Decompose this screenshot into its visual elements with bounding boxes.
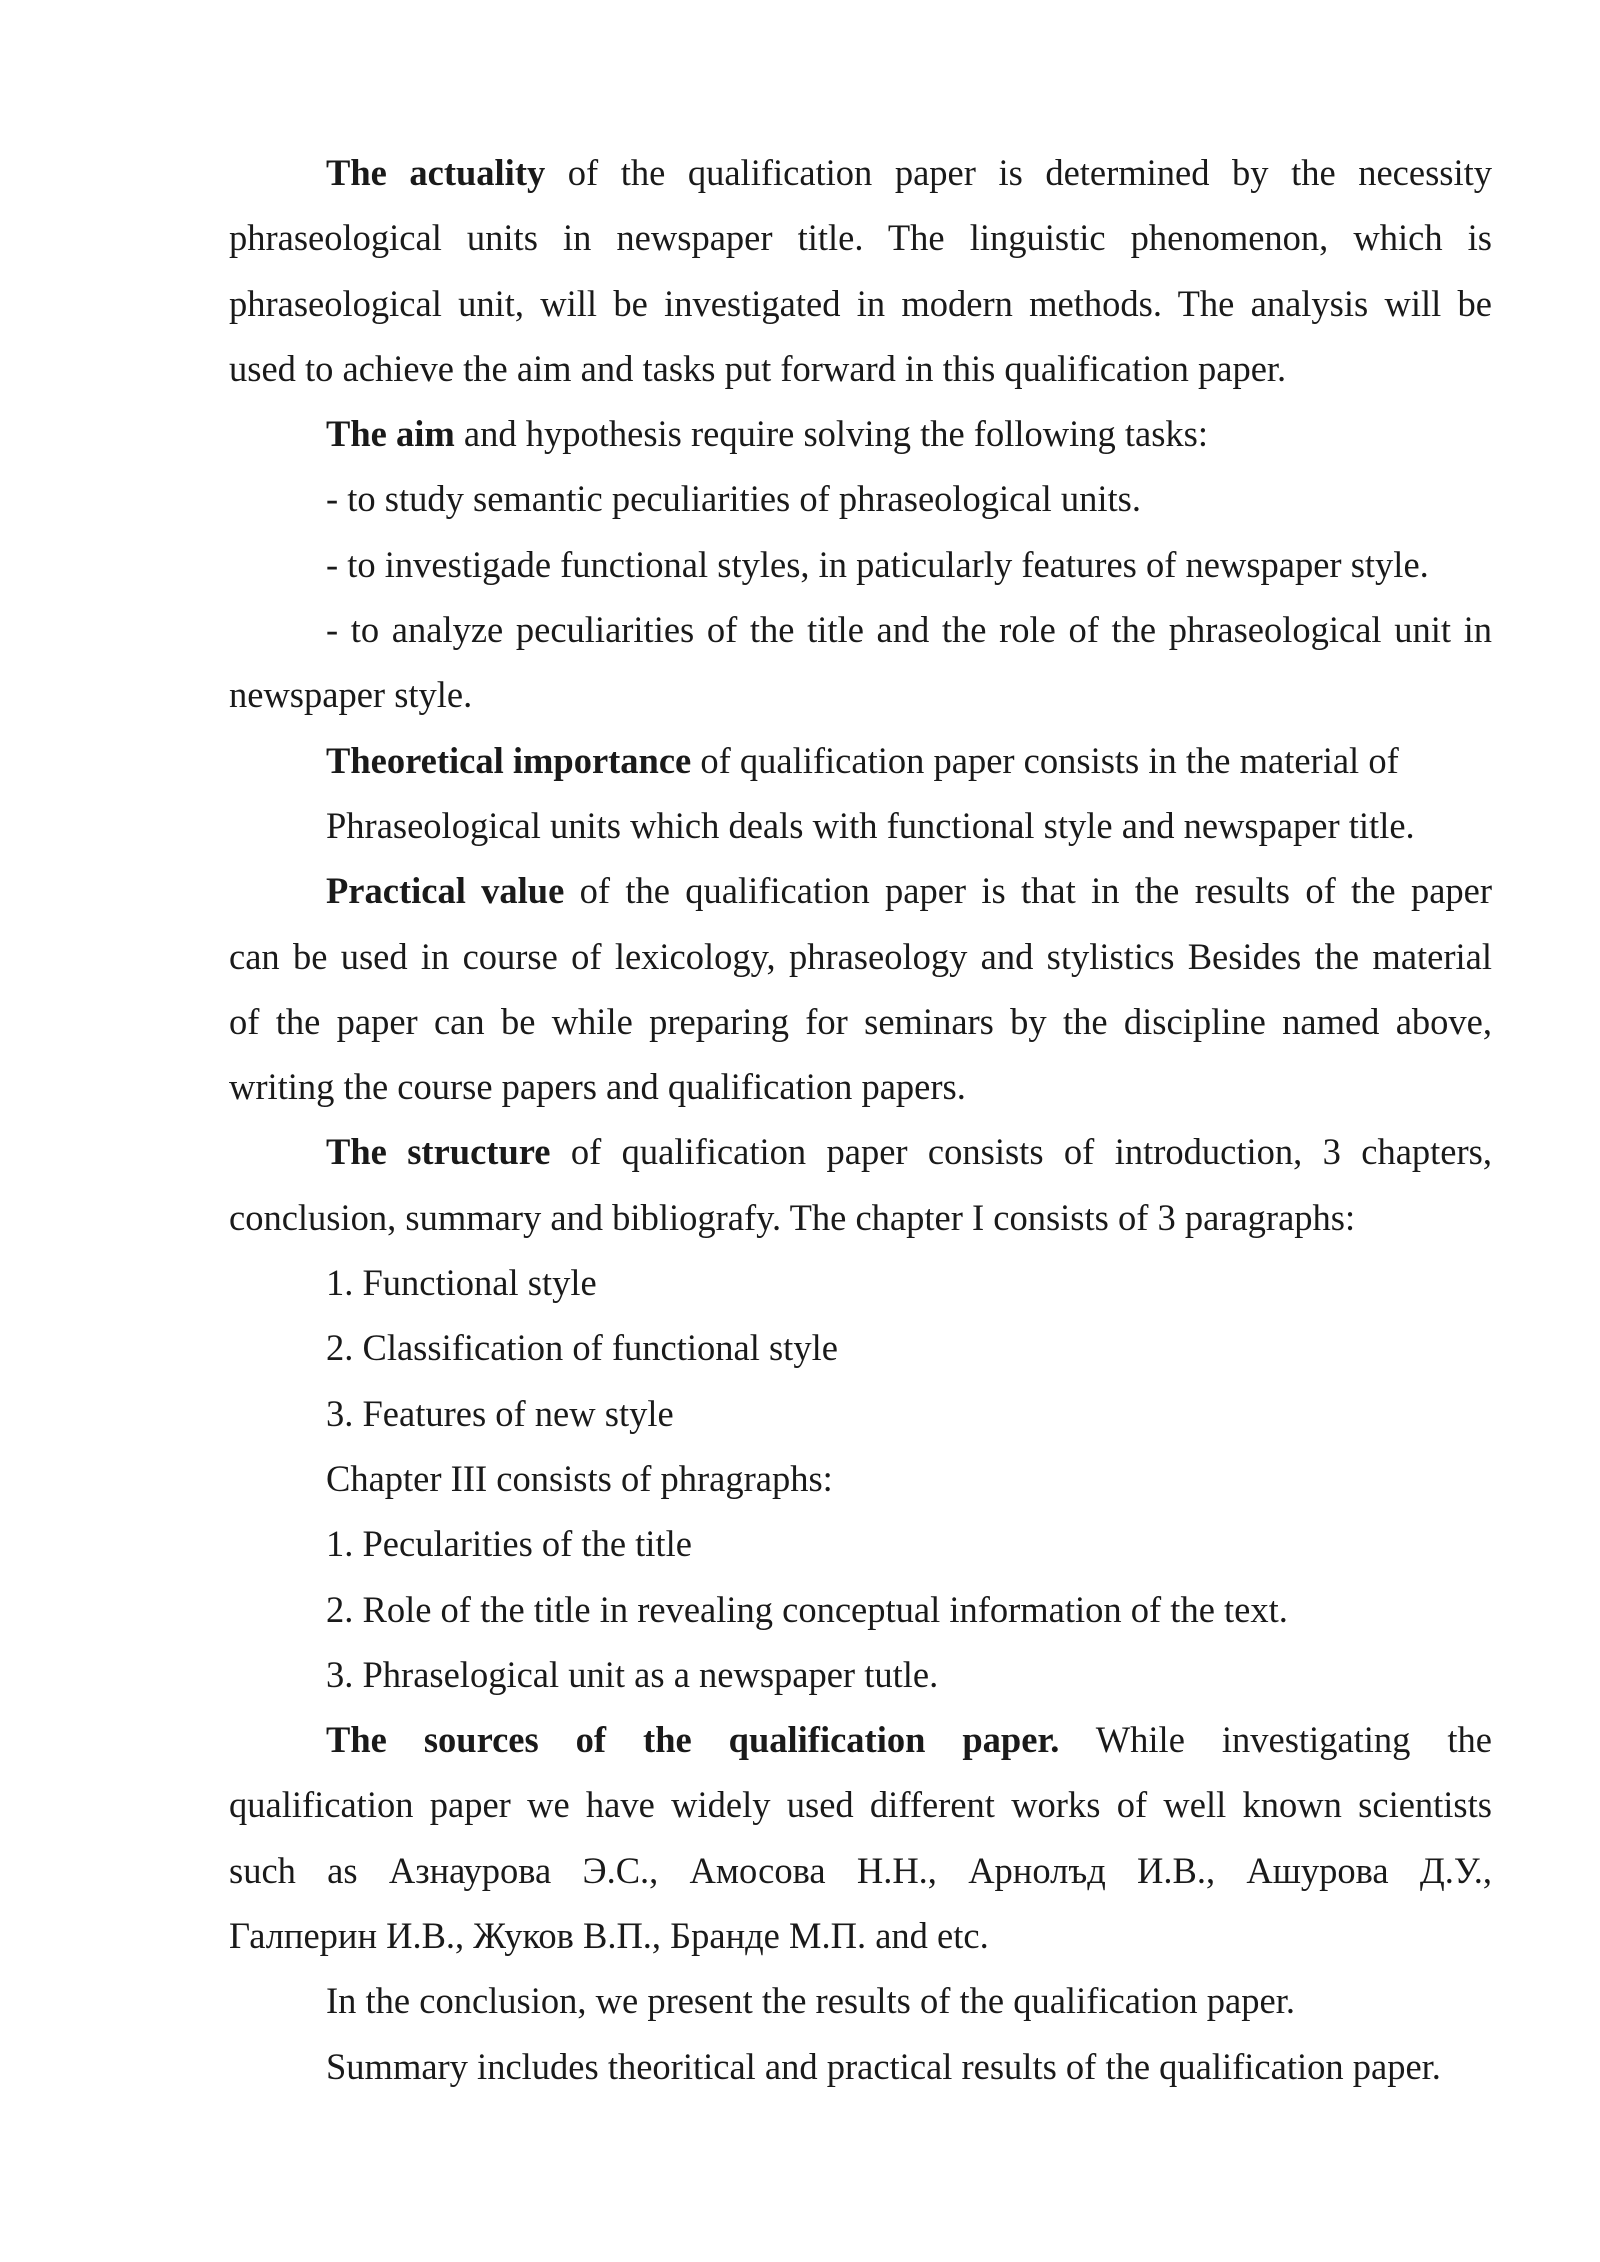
document-page xyxy=(229,140,1492,2099)
text-line xyxy=(229,1054,1492,1119)
text-line xyxy=(229,793,1492,858)
text-line xyxy=(229,924,1492,989)
text-line xyxy=(229,1968,1492,2033)
list-item xyxy=(229,532,1492,597)
list-item xyxy=(229,1511,1492,1576)
text-line xyxy=(229,662,1492,727)
line-text: phraseological units in newspaper title. The linguistic phenomenon, which is xyxy=(229,217,1492,259)
text-line xyxy=(229,1119,1492,1184)
text-line xyxy=(229,2034,1492,2099)
line-text: such as Азнаурова Э.С., Амосова Н.Н., Арнолъд И.В., Ашурова Д.У., xyxy=(229,1849,1492,1891)
line-text: 3. Features of new style xyxy=(326,1392,674,1434)
text-line xyxy=(229,1446,1492,1511)
line-text: 2. Classification of functional style xyxy=(326,1327,838,1369)
line-text: 1. Functional style xyxy=(326,1262,597,1304)
line-text: qualification paper we have widely used different works of well known scientists xyxy=(229,1784,1492,1826)
text-line xyxy=(229,271,1492,336)
line-text: of the paper can be while preparing for seminars by the discipline named above, xyxy=(229,1000,1492,1042)
line-text: of qualification paper consists of introduction, 3 chapters, xyxy=(550,1131,1492,1173)
text-line xyxy=(229,1903,1492,1968)
list-item xyxy=(229,1315,1492,1380)
line-text: writing the course papers and qualification papers. xyxy=(229,1066,966,1108)
line-text: - to analyze peculiarities of the title and the role of the phraseological unit in xyxy=(326,609,1492,651)
bold-lead: The structure xyxy=(326,1131,551,1173)
text-line xyxy=(229,1838,1492,1903)
text-line xyxy=(229,989,1492,1054)
line-text: of qualification paper consists in the material of xyxy=(691,739,1399,781)
line-text: can be used in course of lexicology, phraseology and stylistics Besides the material xyxy=(229,935,1492,977)
line-text: In the conclusion, we present the results of the qualification paper. xyxy=(326,1980,1295,2022)
list-item xyxy=(229,597,1492,662)
text-line xyxy=(229,1707,1492,1772)
line-text: Phraseological units which deals with functional style and newspaper title. xyxy=(326,804,1415,846)
line-text: 3. Phraselogical unit as a newspaper tutle. xyxy=(326,1653,939,1695)
bold-lead: Practical value xyxy=(326,870,565,912)
line-text: 1. Pecularities of the title xyxy=(326,1523,692,1565)
bold-lead: The aim xyxy=(326,413,455,455)
line-text: Summary includes theoritical and practical results of the qualification paper. xyxy=(326,2045,1441,2087)
list-item xyxy=(229,1250,1492,1315)
line-text: phraseological unit, will be investigated in modern methods. The analysis will be xyxy=(229,282,1492,324)
line-text: While investigating the xyxy=(1059,1719,1492,1761)
line-text: Chapter III consists of phragraphs: xyxy=(326,1457,833,1499)
line-text: of the qualification paper is determined by the necessity xyxy=(545,152,1493,193)
line-text: and hypothesis require solving the following tasks: xyxy=(454,413,1209,455)
line-text: newspaper style. xyxy=(229,674,473,716)
text-line xyxy=(229,1185,1492,1250)
line-text: Галперин И.В., Жуков В.П., Бранде М.П. and etc. xyxy=(229,1915,989,1957)
bold-lead: The actuality xyxy=(326,152,546,193)
text-line xyxy=(229,401,1492,466)
text-line xyxy=(229,140,1492,205)
line-text: of the qualification paper is that in the results of the paper xyxy=(564,870,1492,912)
text-line xyxy=(229,728,1492,793)
list-item xyxy=(229,1642,1492,1707)
list-item xyxy=(229,1381,1492,1446)
line-text: - to study semantic peculiarities of phraseological units. xyxy=(326,478,1141,520)
text-line xyxy=(229,1772,1492,1837)
line-text: - to investigade functional styles, in paticularly features of newspaper style. xyxy=(326,543,1429,585)
line-text: 2. Role of the title in revealing conceptual information of the text. xyxy=(326,1588,1288,1630)
bold-lead: The sources of the qualification paper. xyxy=(326,1719,1060,1761)
list-item xyxy=(229,466,1492,531)
text-line xyxy=(229,205,1492,270)
text-line xyxy=(229,858,1492,923)
line-text: used to achieve the aim and tasks put forward in this qualification paper. xyxy=(229,347,1287,389)
bold-lead: Theoretical importance xyxy=(326,739,692,781)
text-line xyxy=(229,336,1492,401)
list-item xyxy=(229,1577,1492,1642)
line-text: conclusion, summary and bibliografy. The chapter I consists of 3 paragraphs: xyxy=(229,1196,1356,1238)
